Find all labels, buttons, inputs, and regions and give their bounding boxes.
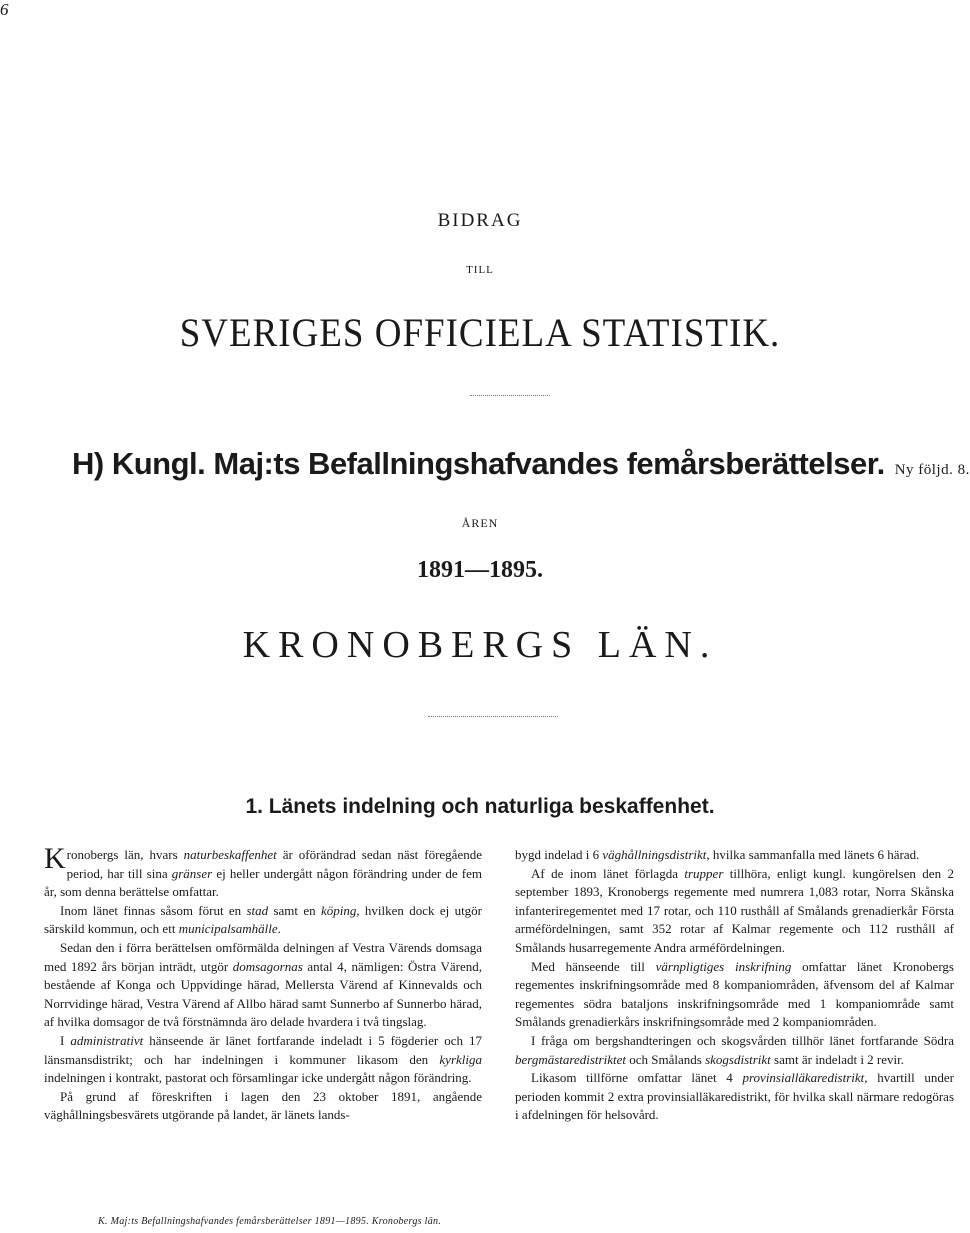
ornamental-rule-bottom	[428, 716, 558, 717]
drop-cap: K	[44, 842, 66, 875]
paragraph: ronobergs län, hvars naturbeskaffenhet är oförändrad sedan näst föregående period, har till sina gränser ej heller undergått någon förändring under de fem år, som denna berättelse omfattar.	[44, 847, 482, 900]
chapter-title: 1. Länets indelning och naturliga beskaffenhet.	[245, 795, 715, 818]
ornamental-rule-top	[470, 395, 550, 396]
years-heading: 1891—1895.	[417, 557, 543, 583]
section-letter: H)	[72, 446, 104, 481]
paragraph: Af de inom länet förlagda trupper tillhöra, enligt kungl. kungörelsen den 2 september 1893, Kronobergs regemente med numrera 1,083 rotar, Norra Skånska infanteriregementet med 17 rotar, och 110 rusthåll af Smålands grenadierkår Första arméfördelningen, samt 352 rotar af Kalmar regemente och 112 rusthåll af Smålands husarregemente Andra arméfördelningen.	[515, 865, 954, 955]
series-title: SVERIGES OFFICIELA STATISTIK.	[179, 311, 781, 356]
till-heading: TILL	[466, 264, 494, 276]
section-title: Kungl. Maj:ts Befallningshafvandes femårsberättelser.	[111, 446, 885, 481]
paragraph: Sedan den i förra berättelsen omförmälda delningen af Vestra Värends domsaga med 1892 års början inträdt, utgör domsagornas antal 4, nämligen: Östra Värend, bestående af Konga och Uppvidinge härad, Mellersta Värend af Kinnevalds och Norrvidinge härad, Vestra Värend af Allbo härad samt Sunnerbo af Sunnerbo härad, af hvilka domsagor de två förstnämnda äro delade hvardera i två tingslag.	[44, 939, 482, 1030]
page-footer: K. Maj:ts Befallningshafvandes femårsberättelser 1891—1895. Kronobergs län.	[98, 1216, 442, 1227]
paragraph: På grund af föreskriften i lagen den 23 oktober 1891, angående väghållningsbesvärets utgörande på landet, är länets lands-	[44, 1088, 482, 1123]
left-column	[44, 842, 483, 1125]
paragraph: I fråga om bergshandteringen och skogsvården tillhör länet fortfarande Södra bergmästaredistriktet och Smålands skogsdistrikt samt är indeladt i 2 revir.	[515, 1032, 954, 1067]
paragraph: I administrativt hänseende är länet fortfarande indeladt i 5 fögderier och 17 länsmansdistrikt; och har indelningen i kommuner likasom den kyrkliga indelningen i kontrakt, pastorat och församlingar icke undergått någon förändring.	[44, 1032, 482, 1086]
paragraph: bygd indelad i 6 väghållningsdistrikt, hvilka sammanfalla med länets 6 härad.	[515, 847, 920, 862]
aren-heading: ÅREN	[461, 516, 499, 530]
page-corner-mark: 6	[0, 0, 9, 19]
right-column	[515, 846, 954, 1125]
county-title: KRONOBERGS LÄN.	[242, 624, 718, 666]
ny-foljd: Ny följd. 8.	[894, 462, 970, 478]
paragraph: Likasom tillförne omfattar länet 4 provinsialläkaredistrikt, hvartill under perioden kommit 2 extra provinsialläkaredistrikt, för hvilka skall närmare redogöras i afdelningen för helsovård.	[515, 1070, 954, 1123]
paragraph: Inom länet finnas såsom förut en stad samt en köping, hvilken dock ej utgör särskild kommun, och ett municipalsamhälle.	[44, 902, 483, 937]
section-heading	[72, 446, 970, 482]
bidrag-heading: BIDRAG	[437, 210, 523, 231]
paragraph: Med hänseende till värnpligtiges inskrifning omfattar länet Kronobergs regementes inskrifningsområde med 8 kompaniområden, äfvensom del af Kalmar regementes södra bataljons inskrifningsområde med 1 kompaniområde samt Smålands grenadierkårs inskrifningsområde med 2 kompaniområden.	[515, 958, 954, 1030]
